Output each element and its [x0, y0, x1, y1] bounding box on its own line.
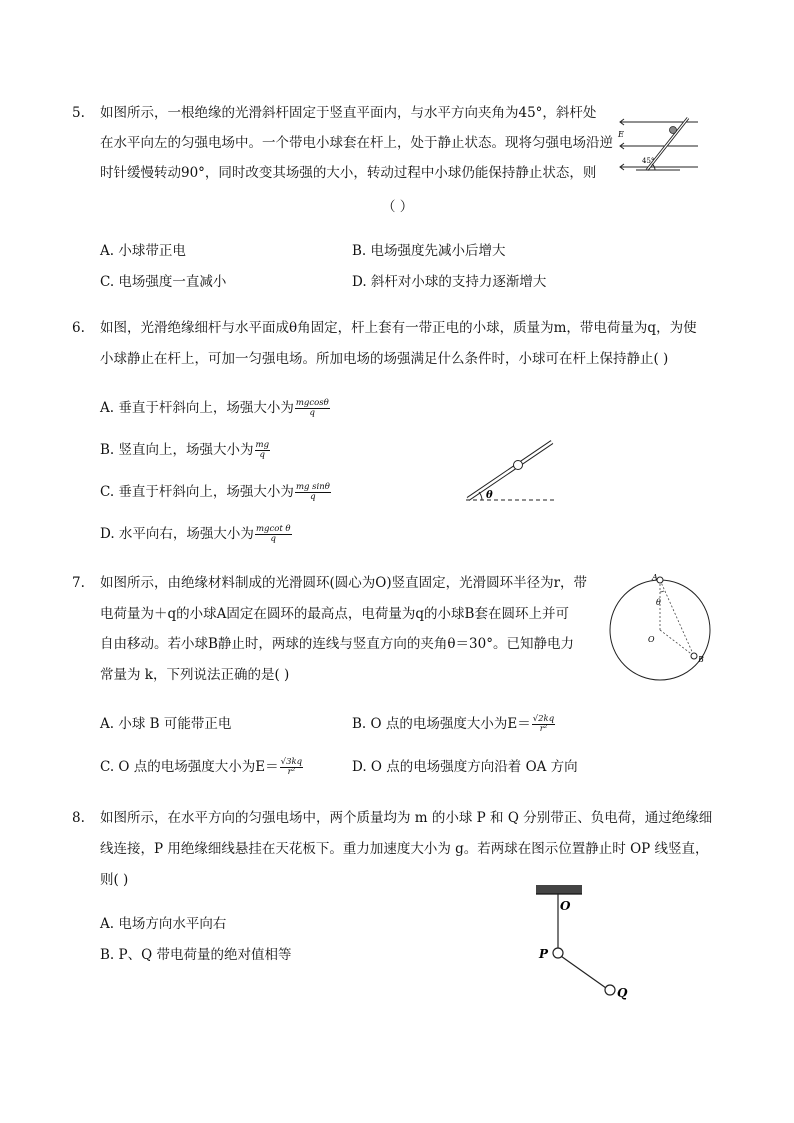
option-d[interactable]: D. 斜杆对小球的支持力逐渐增大: [352, 274, 547, 290]
fraction-denominator: q: [259, 450, 265, 460]
option-text: D. 水平向右，场强大小为: [100, 526, 254, 542]
option-b[interactable]: [100, 440, 270, 460]
fraction: [532, 715, 555, 734]
option-text: B. O 点的电场强度大小为E＝: [352, 716, 531, 732]
option-d[interactable]: [100, 524, 292, 544]
option-c[interactable]: C. 电场强度一直减小: [100, 274, 227, 290]
option-b[interactable]: B. P、Q 带电荷量的绝对值相等: [100, 947, 292, 963]
label-a: A: [652, 573, 658, 582]
ring-figure: [604, 572, 722, 684]
label-theta: θ: [656, 598, 661, 607]
question-number: 5.: [72, 105, 85, 121]
question-text-line: 在水平向左的匀强电场中。一个带电小球套在杆上，处于静止状态。现将匀强电场沿逆: [100, 135, 613, 151]
field-label: E: [618, 130, 624, 139]
question-text-line: 自由移动。若小球B静止时，两球的连线与竖直方向的夹角θ＝30°。已知静电力: [100, 636, 574, 652]
label-o: O: [648, 635, 655, 644]
fraction-numerator: √3kq: [280, 757, 303, 767]
fraction: [280, 758, 303, 777]
question-text-line: 线连接，P 用绝缘细线悬挂在天花板下。重力加速度大小为 g。若两球在图示位置静止时 OP 线竖直，: [100, 841, 709, 857]
fraction-denominator: q: [270, 534, 276, 544]
label-o: O: [560, 899, 571, 913]
fraction: [295, 483, 331, 502]
question-number: 6.: [72, 320, 85, 336]
fraction-denominator: q: [310, 492, 316, 502]
angle-label: θ: [486, 490, 493, 501]
option-b[interactable]: B. 电场强度先减小后增大: [352, 243, 506, 259]
inclined-rod-figure: [460, 436, 560, 506]
fraction-numerator: mg sinθ: [295, 482, 330, 492]
option-a[interactable]: A. 小球带正电: [100, 243, 186, 259]
label-q: Q: [617, 986, 628, 1000]
question-number: 8.: [72, 810, 85, 826]
label-p: P: [539, 947, 549, 961]
option-text: C. O 点的电场强度大小为E＝: [100, 759, 279, 775]
option-text: B. 竖直向上，场强大小为: [100, 442, 254, 458]
fraction-numerator: mgcosθ: [295, 398, 329, 408]
label-b: B: [698, 655, 704, 664]
question-text-line: 如图，光滑绝缘细杆与水平面成θ角固定，杆上套有一带正电的小球，质量为m，带电荷量为q，为使: [100, 320, 697, 336]
question-text-line: 则( ): [100, 872, 129, 888]
fraction-denominator: r²: [287, 767, 296, 777]
fraction-numerator: mg: [255, 440, 270, 450]
fraction: [255, 525, 292, 544]
option-text: C. 垂直于杆斜向上，场强大小为: [100, 484, 294, 500]
fraction: [255, 441, 271, 460]
angle-label: 45°: [642, 157, 655, 165]
fraction: [295, 399, 330, 418]
question-text-line: 常量为 k，下列说法正确的是( ): [100, 667, 290, 683]
option-a[interactable]: [100, 398, 330, 418]
option-c[interactable]: [100, 482, 331, 502]
question-text-line: 如图所示，在水平方向的匀强电场中，两个质量均为 m 的小球 P 和 Q 分别带正、负电荷，通过绝缘细: [100, 810, 713, 826]
fraction-denominator: q: [309, 408, 315, 418]
option-text: D. O 点的电场强度方向沿着 OA 方向: [352, 759, 578, 775]
option-a[interactable]: [100, 714, 231, 734]
answer-bracket: （ ）: [382, 199, 414, 215]
option-text: A. 垂直于杆斜向上，场强大小为: [100, 400, 294, 416]
option-b[interactable]: [352, 714, 555, 734]
incline-rod-figure: [614, 108, 704, 176]
question-text-line: 小球静止在杆上，可加一匀强电场。所加电场的场强满足什么条件时，小球可在杆上保持静止( ): [100, 351, 669, 367]
question-text-line: 如图所示，一根绝缘的光滑斜杆固定于竖直平面内，与水平方向夹角为45°，斜杆处: [100, 105, 597, 121]
question-text-line: 时针缓慢转动90°，同时改变其场强的大小，转动过程中小球仍能保持静止状态，则: [100, 165, 597, 181]
option-c[interactable]: [100, 757, 303, 777]
option-a[interactable]: A. 电场方向水平向右: [100, 916, 227, 932]
question-text-line: 如图所示，由绝缘材料制成的光滑圆环(圆心为O)竖直固定，光滑圆环半径为r，带: [100, 575, 588, 591]
question-number: 7.: [72, 575, 85, 591]
option-d[interactable]: [352, 757, 578, 777]
fraction-denominator: r²: [539, 724, 548, 734]
fraction-numerator: mgcot θ: [255, 524, 291, 534]
fraction-numerator: √2kq: [532, 714, 555, 724]
option-text: A. 小球 B 可能带正电: [100, 716, 232, 732]
pendulum-figure: [530, 880, 640, 1005]
question-text-line: 电荷量为＋q的小球A固定在圆环的最高点，电荷量为q的小球B套在圆环上并可: [100, 606, 569, 622]
